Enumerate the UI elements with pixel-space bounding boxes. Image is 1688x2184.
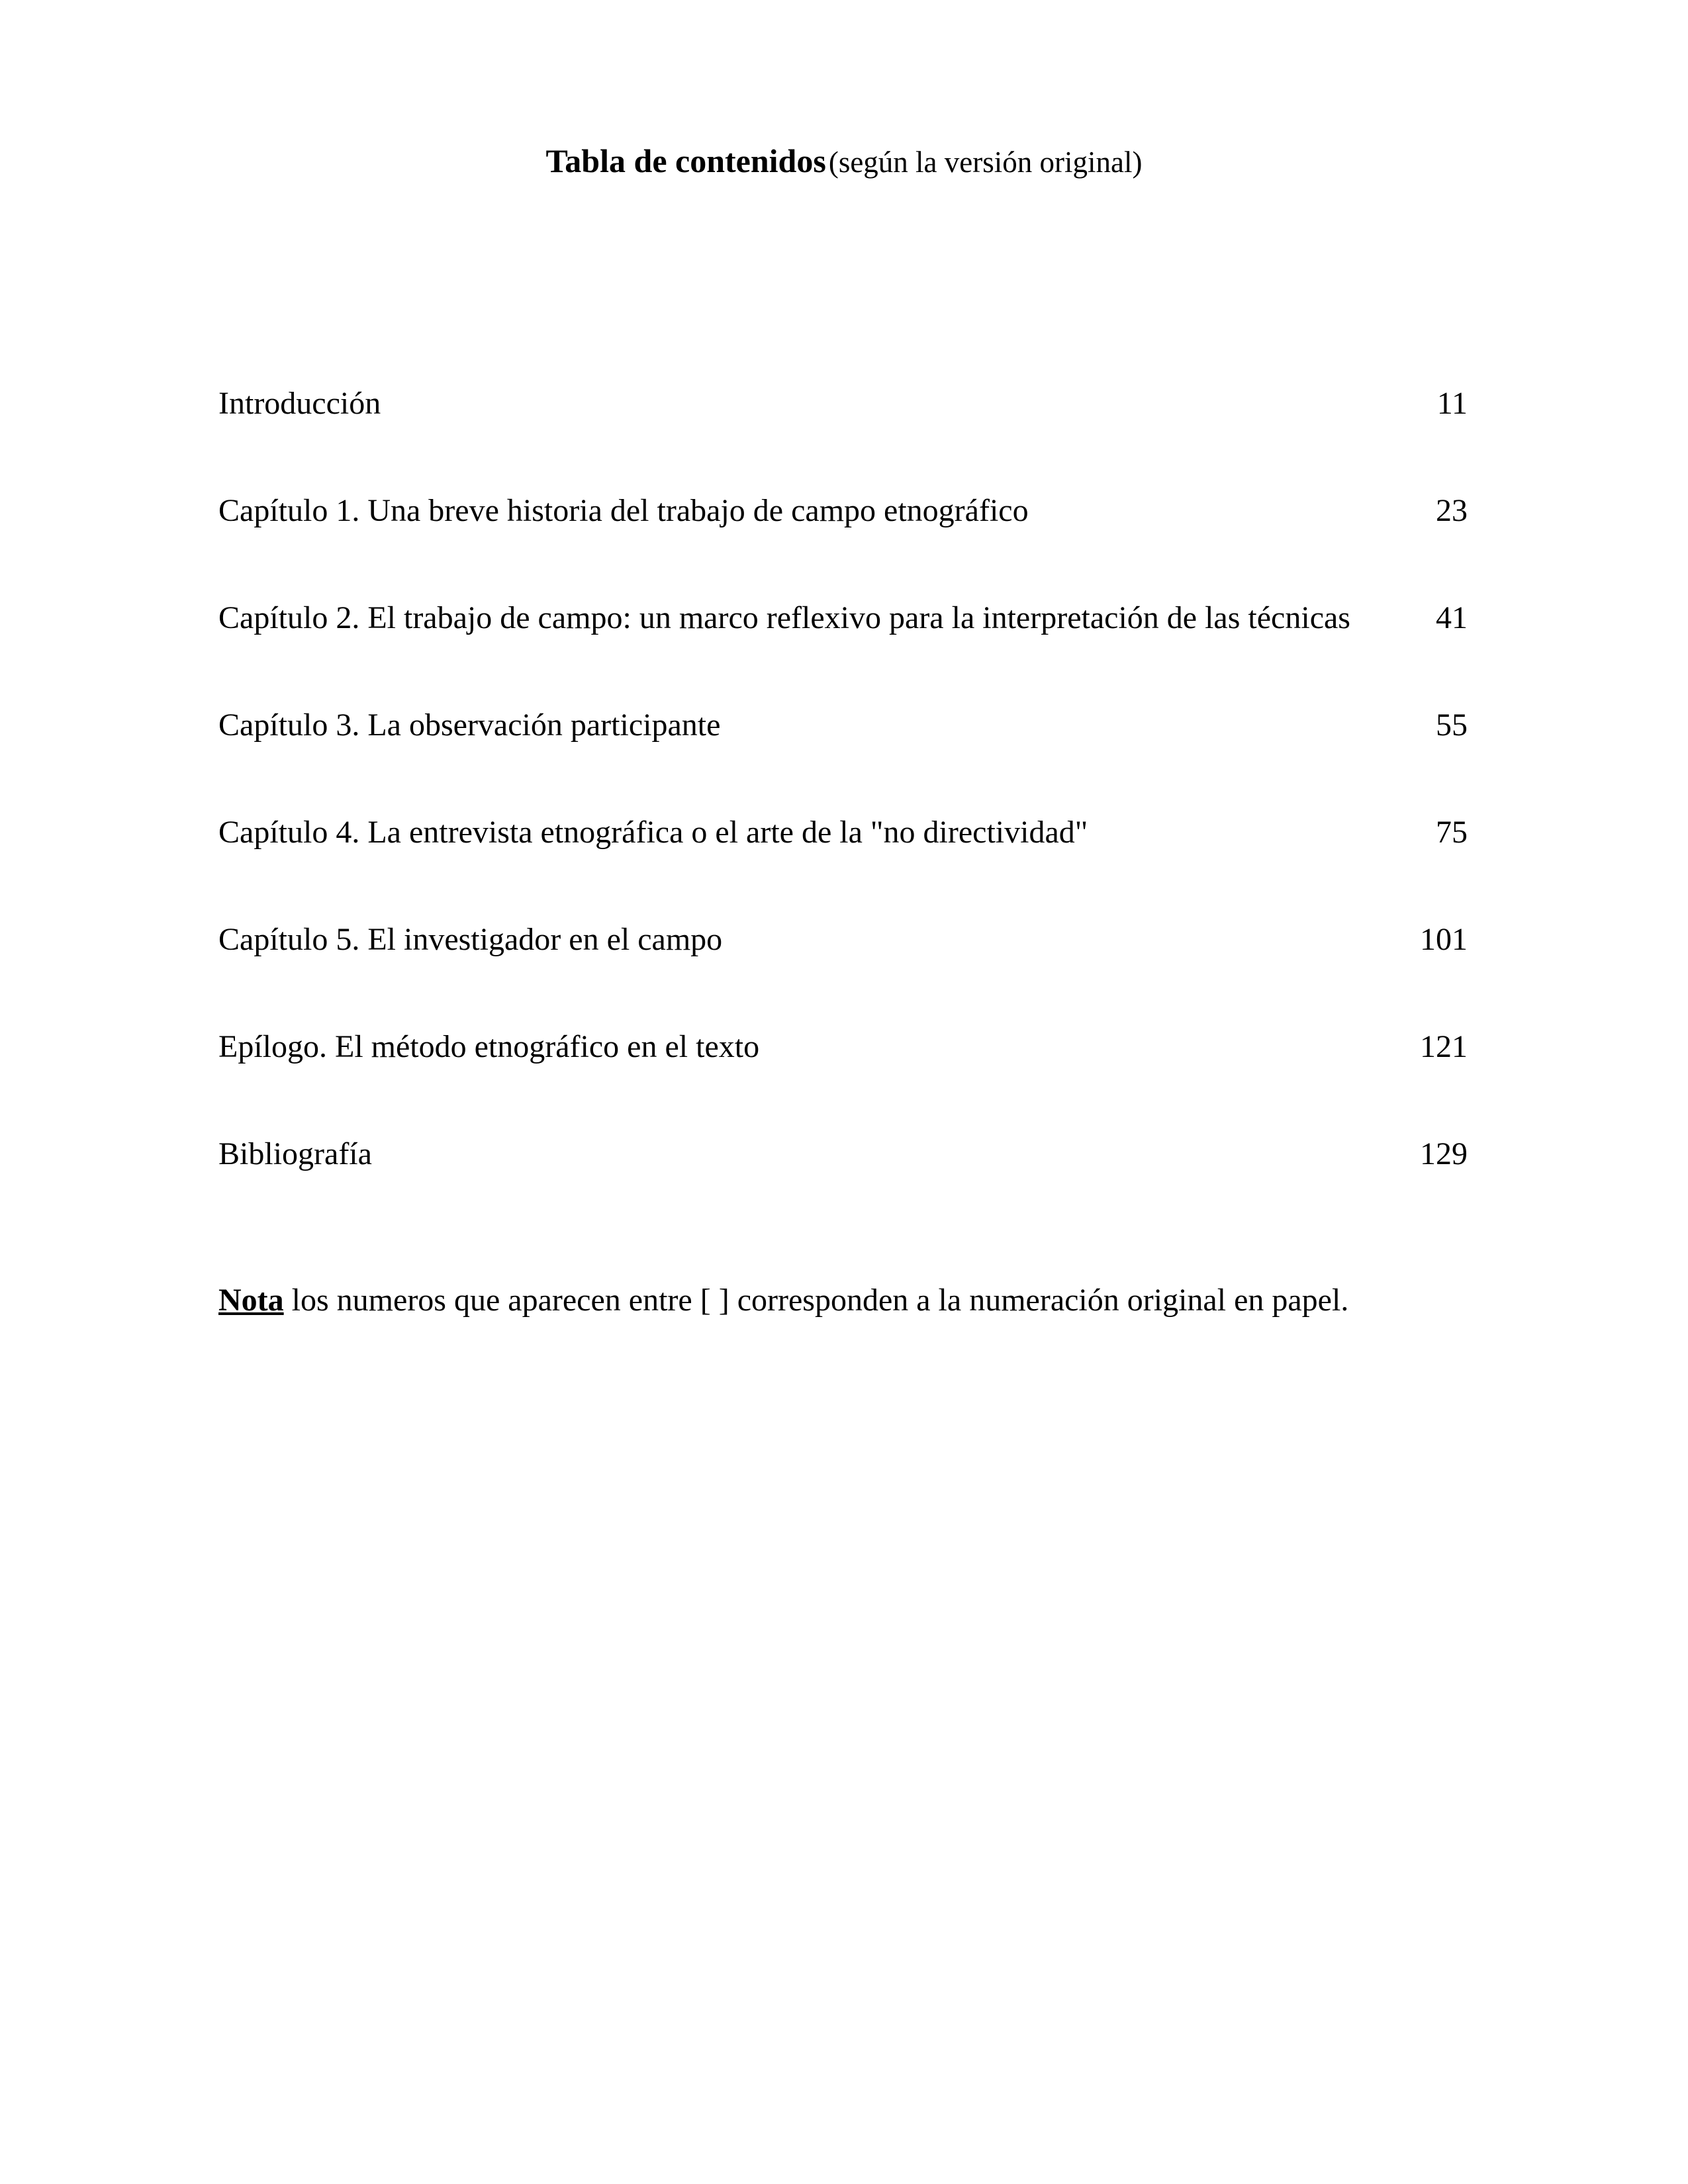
toc-entry-bibliografia [218,1131,1468,1177]
note-text: los numeros que aparecen entre [ ] corresponden a la numeración original en papel. [291,1283,1349,1318]
toc-entry-title: Capítulo 3. La observación participante [218,707,721,743]
toc-entry-title: Epílogo. El método etnográfico en el texto [218,1029,760,1064]
toc-entry-capitulo-1 [218,488,1468,534]
toc-entry-page: 129 [1420,1136,1468,1171]
title-main: Tabla de contenidos [545,142,826,179]
table-of-contents [218,0,1468,1224]
toc-entry-capitulo-4 [218,809,1468,856]
toc-entry-page: 23 [1436,493,1468,528]
note-label: Nota [218,1283,284,1318]
toc-entry-page: 11 [1436,386,1468,421]
toc-entry-title: Introducción [218,386,381,421]
toc-entry-introduccion [218,381,1468,427]
toc-entry-title: Capítulo 1. Una breve historia del trabajo de campo etnográfico [218,493,1029,528]
toc-entry-title: Capítulo 5. El investigador en el campo [218,922,723,957]
toc-entry-page: 101 [1420,922,1468,957]
title-subtitle: (según la versión original) [828,146,1143,179]
toc-entry-title: Capítulo 2. El trabajo de campo: un marco reflexivo para la interpretación de las técnicas [218,600,1350,635]
footnote [218,1277,1348,1324]
toc-entry-capitulo-3 [218,702,1468,749]
toc-entry-capitulo-5 [218,917,1468,963]
toc-entry-page: 55 [1436,707,1468,743]
toc-entry-epilogo [218,1024,1468,1070]
toc-entry-page: 121 [1420,1029,1468,1064]
toc-entry-title: Bibliografía [218,1136,372,1171]
toc-entry-title: Capítulo 4. La entrevista etnográfica o el arte de la "no directividad" [218,815,1088,850]
toc-entry-page: 75 [1436,815,1468,850]
toc-entry-capitulo-2 [218,595,1468,641]
toc-entry-page: 41 [1436,600,1468,635]
